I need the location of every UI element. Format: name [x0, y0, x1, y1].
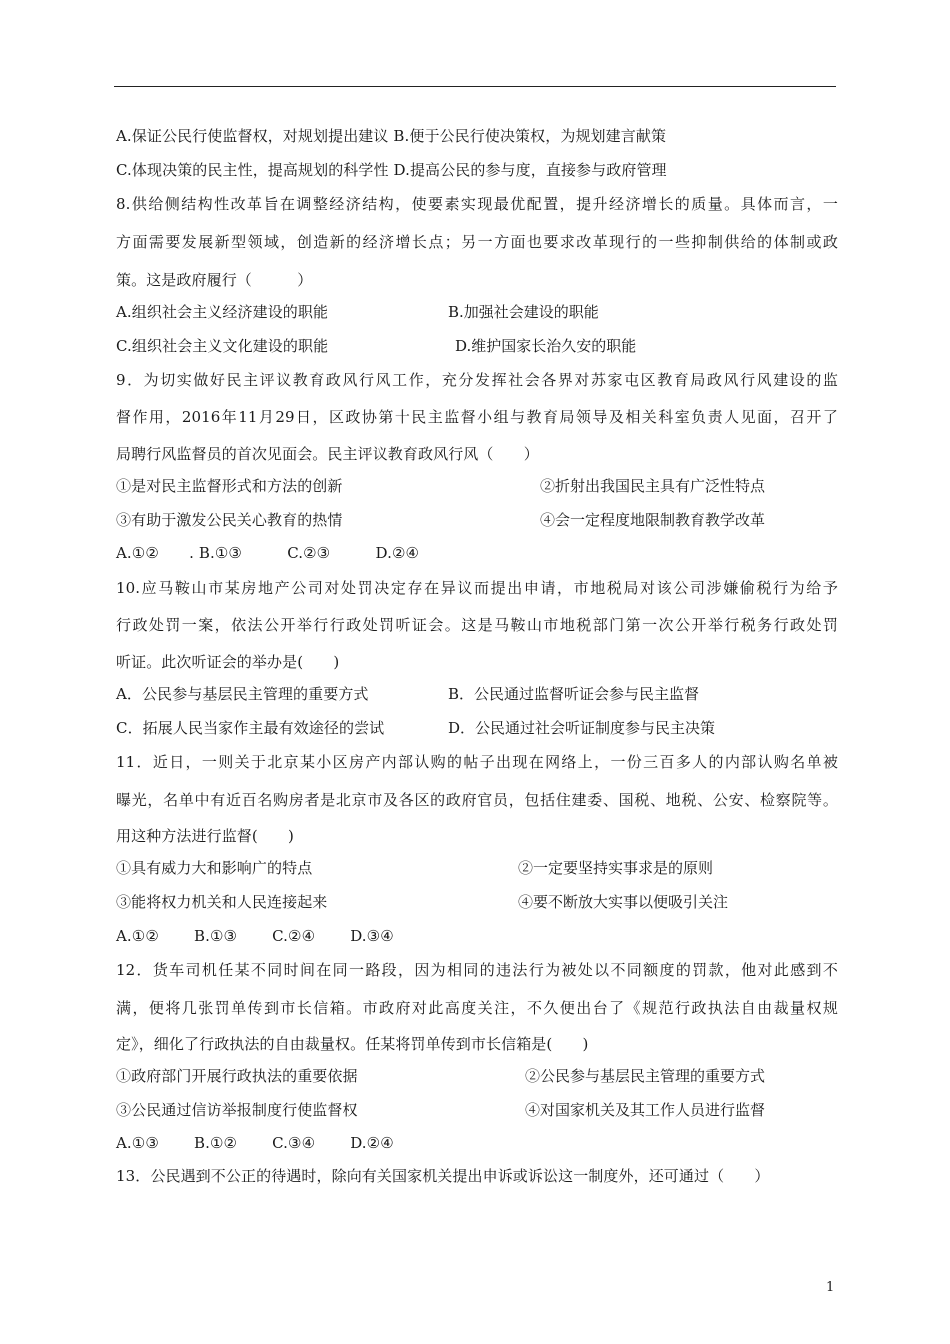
q9-option-2: ②折射出我国民主具有广泛性特点	[540, 477, 766, 495]
q8-stem-line-2: 方面需要发展新型领域，创造新的经济增长点；另一方面也要求改革现行的一些抑制供给的体制或政	[116, 233, 838, 251]
q10-option-d: D．公民通过社会听证制度参与民主决策	[448, 719, 716, 737]
q9-stem-line-3: 局聘行风监督员的首次见面会。民主评议教育政风行风（ ）	[116, 445, 539, 463]
q11-option-1: ①具有威力大和影响广的特点	[116, 859, 313, 877]
q10-option-b: B．公民通过监督听证会参与民主监督	[448, 685, 700, 703]
q8-option-a: A.组织社会主义经济建设的职能	[116, 303, 329, 321]
q10-option-a: A．公民参与基层民主管理的重要方式	[116, 685, 369, 703]
q11-option-3: ③能将权力机关和人民连接起来	[116, 893, 328, 911]
q12-option-3: ③公民通过信访举报制度行使监督权	[116, 1101, 358, 1119]
q8-stem-line-3: 策。这是政府履行（ ）	[116, 271, 313, 289]
q12-stem-line-1: 12．货车司机任某不同时间在同一路段，因为相同的违法行为被处以不同额度的罚款，他对此感到不	[116, 961, 838, 979]
page-number: 1	[826, 1280, 835, 1295]
q10-stem-line-1: 10.应马鞍山市某房地产公司对处罚决定存在异议而提出申请，市地税局对该公司涉嫌偷税行为给予	[116, 579, 838, 597]
q11-stem-line-3: 用这种方法进行监督( )	[116, 827, 295, 845]
q9-stem-line-2: 督作用，2016年11月29日，区政协第十民主监督小组与教育局领导及相关科室负责人见面，召开了	[116, 408, 838, 426]
q9-stem-line-1: 9．为切实做好民主评议教育政风行风工作，充分发挥社会各界对苏家屯区教育局政风行风建设的监	[116, 371, 838, 389]
q11-option-2: ②一定要坚持实事求是的原则	[518, 859, 714, 877]
q8-stem-line-1: 8.供给侧结构性改革旨在调整经济结构，使要素实现最优配置，提升经济增长的质量。具体而言，一	[116, 195, 838, 213]
q11-option-4: ④要不断放大实事以便吸引关注	[518, 893, 729, 911]
q7-options-cd: C.体现决策的民主性，提高规划的科学性 D.提高公民的参与度，直接参与政府管理	[116, 161, 667, 179]
q12-answer-choices: A.①③ B.①② C.③④ D.②④	[116, 1134, 394, 1152]
q12-option-2: ②公民参与基层民主管理的重要方式	[525, 1067, 766, 1085]
q11-stem-line-1: 11．近日，一则关于北京某小区房产内部认购的帖子出现在网络上，一份三百多人的内部认购名单被	[116, 753, 838, 771]
q8-option-d: D.维护国家长治久安的职能	[455, 337, 637, 355]
q9-option-3: ③有助于激发公民关心教育的热情	[116, 511, 343, 529]
q8-option-b: B.加强社会建设的职能	[448, 303, 599, 321]
q12-stem-line-3: 定》，细化了行政执法的自由裁量权。任某将罚单传到市长信箱是( )	[116, 1035, 589, 1053]
q11-answer-choices: A.①② B.①③ C.②④ D.③④	[116, 927, 394, 945]
q10-stem-line-2: 行政处罚一案，依法公开举行行政处罚听证会。这是马鞍山市地税部门第一次公开举行税务行政处罚	[116, 616, 838, 634]
q12-option-1: ①政府部门开展行政执法的重要依据	[116, 1067, 358, 1085]
q12-option-4: ④对国家机关及其工作人员进行监督	[525, 1101, 766, 1119]
q7-options-ab: A.保证公民行使监督权，对规划提出建议 B.便于公民行使决策权，为规划建言献策	[116, 127, 667, 145]
q12-stem-line-2: 满，便将几张罚单传到市长信箱。市政府对此高度关注，不久便出台了《规范行政执法自由裁量权规	[116, 999, 838, 1017]
q11-stem-line-2: 曝光，名单中有近百名购房者是北京市及各区的政府官员，包括住建委、国税、地税、公安、检察院等。	[116, 791, 838, 809]
q13-stem-line-1: 13．公民遇到不公正的待遇时，除向有关国家机关提出申诉或诉讼这一制度外，还可通过（ ）	[116, 1167, 770, 1185]
q10-stem-line-3: 听证。此次听证会的举办是( )	[116, 653, 340, 671]
q10-option-c: C．拓展人民当家作主最有效途径的尝试	[116, 719, 385, 737]
q9-option-1: ①是对民主监督形式和方法的创新	[116, 477, 343, 495]
header-rule	[114, 86, 836, 87]
q8-option-c: C.组织社会主义文化建设的职能	[116, 337, 329, 355]
q9-option-4: ④会一定程度地限制教育教学改革	[540, 511, 766, 529]
q9-answer-choices: A.①② . B.①③ C.②③ D.②④	[116, 544, 420, 562]
